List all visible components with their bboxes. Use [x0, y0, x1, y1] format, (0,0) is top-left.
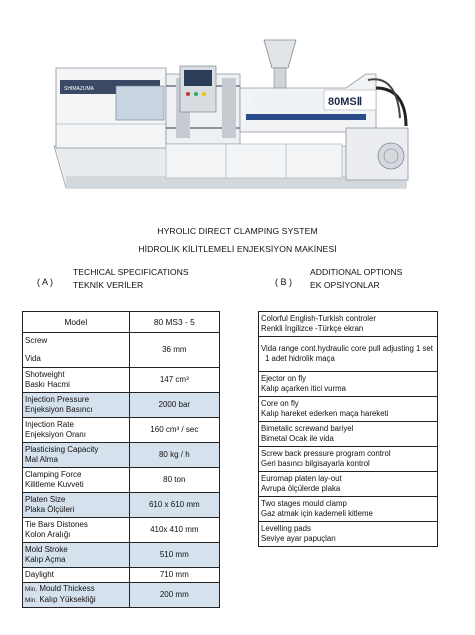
option-en: Core on fly	[261, 399, 299, 408]
option-row	[259, 447, 438, 472]
system-title-tr: HİDROLİK KİLİTLEMELİ ENJEKSİYON MAKİNESİ	[138, 244, 337, 254]
spec-value: 80 kg / h	[129, 443, 219, 468]
spec-label-en: Injection Rate	[25, 420, 74, 429]
option-en: Bimetalic screwand bariyel	[261, 424, 354, 433]
option-row	[259, 397, 438, 422]
option-en: Euromap platen lay-out	[261, 474, 342, 483]
spec-value: 80 ton	[129, 468, 219, 493]
spec-value: 160 cm³ / sec	[129, 418, 219, 443]
spec-value: 2000 bar	[129, 393, 219, 418]
option-row	[259, 312, 438, 337]
option-tr: Kalıp açarken itici vurma	[261, 384, 346, 393]
spec-value: 410x 410 mm	[129, 518, 219, 543]
option-en: Screw back pressure program control	[261, 449, 391, 458]
section-a-title-tr: TEKNİK VERİLER	[73, 280, 144, 290]
option-en: Levelling pads	[261, 524, 311, 533]
spec-label-en: Shotweight	[25, 370, 65, 379]
spec-row-screw	[23, 333, 220, 368]
spec-label-en: Mold Stroke	[25, 545, 68, 554]
spec-label-en: Mould Thickess	[39, 584, 95, 593]
machine-brand-logo: SHIMAZUMA	[64, 86, 94, 92]
section-b-title-en: ADDITIONAL OPTIONS	[310, 267, 403, 277]
option-en: Colorful English-Turkish controler	[261, 314, 376, 323]
section-b-heading	[310, 266, 402, 292]
spec-row-mold-stroke	[23, 543, 220, 568]
option-tr: Geri basıncı bilgisayarla kontrol	[261, 459, 370, 468]
option-tr: Renkli İngilizce -Türkçe ekran	[261, 324, 364, 333]
options-table	[258, 311, 438, 547]
spec-label-tr: Kolon Aralığı	[25, 530, 71, 539]
spec-value: 200 mm	[129, 583, 219, 608]
spec-value: 147 cm³	[129, 368, 219, 393]
option-tr: Gaz atmak için kademeli kitleme	[261, 509, 373, 518]
injection-molding-machine-image	[46, 28, 428, 206]
option-row	[259, 422, 438, 447]
section-b-title-tr: EK OPSİYONLAR	[310, 280, 380, 290]
option-tr: Kalıp hareket ederken maça hareketi	[261, 409, 389, 418]
spec-row-clamping-force	[23, 468, 220, 493]
option-en: Two stages mould clamp	[261, 499, 347, 508]
spec-label-tr: Kalıp Yüksekliği	[39, 595, 96, 604]
spec-row-mould-thickness	[23, 583, 220, 608]
spec-label-tr: Plaka Ölçüleri	[25, 505, 75, 514]
spec-header-row	[23, 312, 220, 333]
section-a-letter: ( A )	[37, 277, 54, 287]
option-row	[259, 522, 438, 547]
machine-model-badge: 80MSⅡ	[328, 96, 363, 108]
spec-header-model: 80 MS3 - 5	[129, 312, 219, 333]
option-en: Ejector on fly	[261, 374, 307, 383]
spec-header-label: Model	[23, 312, 130, 333]
spec-label-tr: Mal Alma	[25, 455, 58, 464]
spec-label-prefix: Min.	[25, 597, 38, 604]
spec-label-tr: Kalıp Açma	[25, 555, 66, 564]
spec-label-tr: Enjeksiyon Basıncı	[25, 405, 93, 414]
option-row	[259, 472, 438, 497]
option-row	[259, 372, 438, 397]
spec-row-shotweight	[23, 368, 220, 393]
spec-row-daylight	[23, 568, 220, 583]
spec-row-plasticising	[23, 443, 220, 468]
spec-value: 710 mm	[129, 568, 219, 583]
option-tr: Bimetal Ocak ile vida	[261, 434, 334, 443]
spec-label-tr: Enjeksiyon Oranı	[25, 430, 86, 439]
spec-label-en: Daylight	[25, 570, 54, 579]
option-tr: 1 adet hidrolik maça	[265, 354, 335, 363]
spec-label-en: Plasticising Capacity	[25, 445, 99, 454]
spec-table	[22, 311, 220, 608]
spec-label-tr: Baskı Hacmi	[25, 380, 70, 389]
section-b-letter: ( B )	[275, 277, 292, 287]
option-row	[259, 337, 438, 372]
option-en: Vida range cont.hydraulic core pull adjusting 1 set	[261, 344, 433, 353]
spec-row-injection-pressure	[23, 393, 220, 418]
spec-label-en: Tie Bars Distones	[25, 520, 88, 529]
spec-row-tie-bars	[23, 518, 220, 543]
spec-row-platen-size	[23, 493, 220, 518]
spec-value: 36 mm	[129, 333, 219, 368]
spec-value: 610 x 610 mm	[129, 493, 219, 518]
spec-label-tr: Kilitleme Kuvveti	[25, 480, 84, 489]
spec-label-en: Platen Size	[25, 495, 66, 504]
system-title-en: HYROLIC DIRECT CLAMPING SYSTEM	[157, 226, 318, 236]
section-a-title-en: TECHICAL SPECIFICATIONS	[73, 267, 189, 277]
spec-label-tr: Vida	[25, 354, 41, 363]
spec-value: 510 mm	[129, 543, 219, 568]
spec-row-injection-rate	[23, 418, 220, 443]
spec-label-prefix: Min.	[25, 586, 38, 593]
option-tr: Seviye ayar papuçları	[261, 534, 336, 543]
spec-label-en: Clamping Force	[25, 470, 82, 479]
option-row	[259, 497, 438, 522]
spec-label-en: Screw	[25, 336, 48, 345]
section-a-heading	[73, 266, 189, 292]
option-tr: Avrupa ölçülerde plaka	[261, 484, 341, 493]
spec-label-en: Injection Pressure	[25, 395, 90, 404]
